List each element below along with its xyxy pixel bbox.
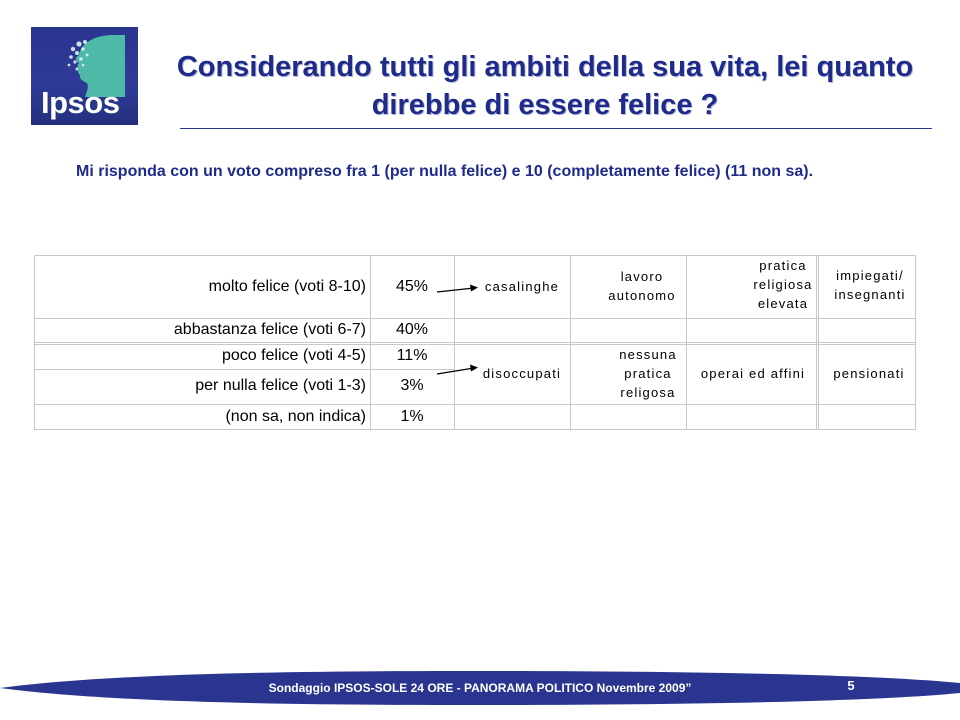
- row-label: abbastanza felice (voti 6-7): [173, 321, 366, 338]
- segment-unhappy: disoccupati: [482, 366, 562, 381]
- row-label: molto felice (voti 8-10): [208, 278, 366, 295]
- footer-source: Sondaggio IPSOS-SOLE 24 ORE - PANORAMA POLITICO Novembre 2009”: [268, 681, 692, 695]
- page-number: 5: [847, 678, 855, 693]
- row-value: 3%: [400, 377, 424, 394]
- logo-text: Ipsos: [41, 85, 120, 120]
- row-value: 1%: [400, 408, 424, 425]
- segment-happy: lavoro autonomo: [608, 269, 676, 303]
- row-label: (non sa, non indica): [225, 408, 366, 425]
- row-value: 11%: [396, 347, 428, 364]
- segment-unhappy: operai ed affini: [700, 366, 806, 381]
- page-title: Considerando tutti gli ambiti della sua vita, lei quanto direbbe di essere felice ?: [176, 51, 914, 121]
- segment-happy: impiegati/ insegnanti: [834, 268, 906, 302]
- segment-unhappy: pensionati: [833, 366, 905, 381]
- row-label: per nulla felice (voti 1-3): [195, 377, 366, 394]
- segment-unhappy: nessuna pratica religosa: [619, 347, 677, 400]
- question-instruction: Mi risponda con un voto compreso fra 1 (per nulla felice) e 10 (completamente felice) (11 non sa).: [76, 163, 814, 180]
- row-value: 40%: [395, 321, 429, 338]
- segment-happy: pratica religiosa elevata: [753, 258, 813, 311]
- row-label: poco felice (voti 4-5): [221, 347, 366, 364]
- segment-happy: casalinghe: [484, 279, 560, 294]
- row-value: 45%: [395, 278, 429, 295]
